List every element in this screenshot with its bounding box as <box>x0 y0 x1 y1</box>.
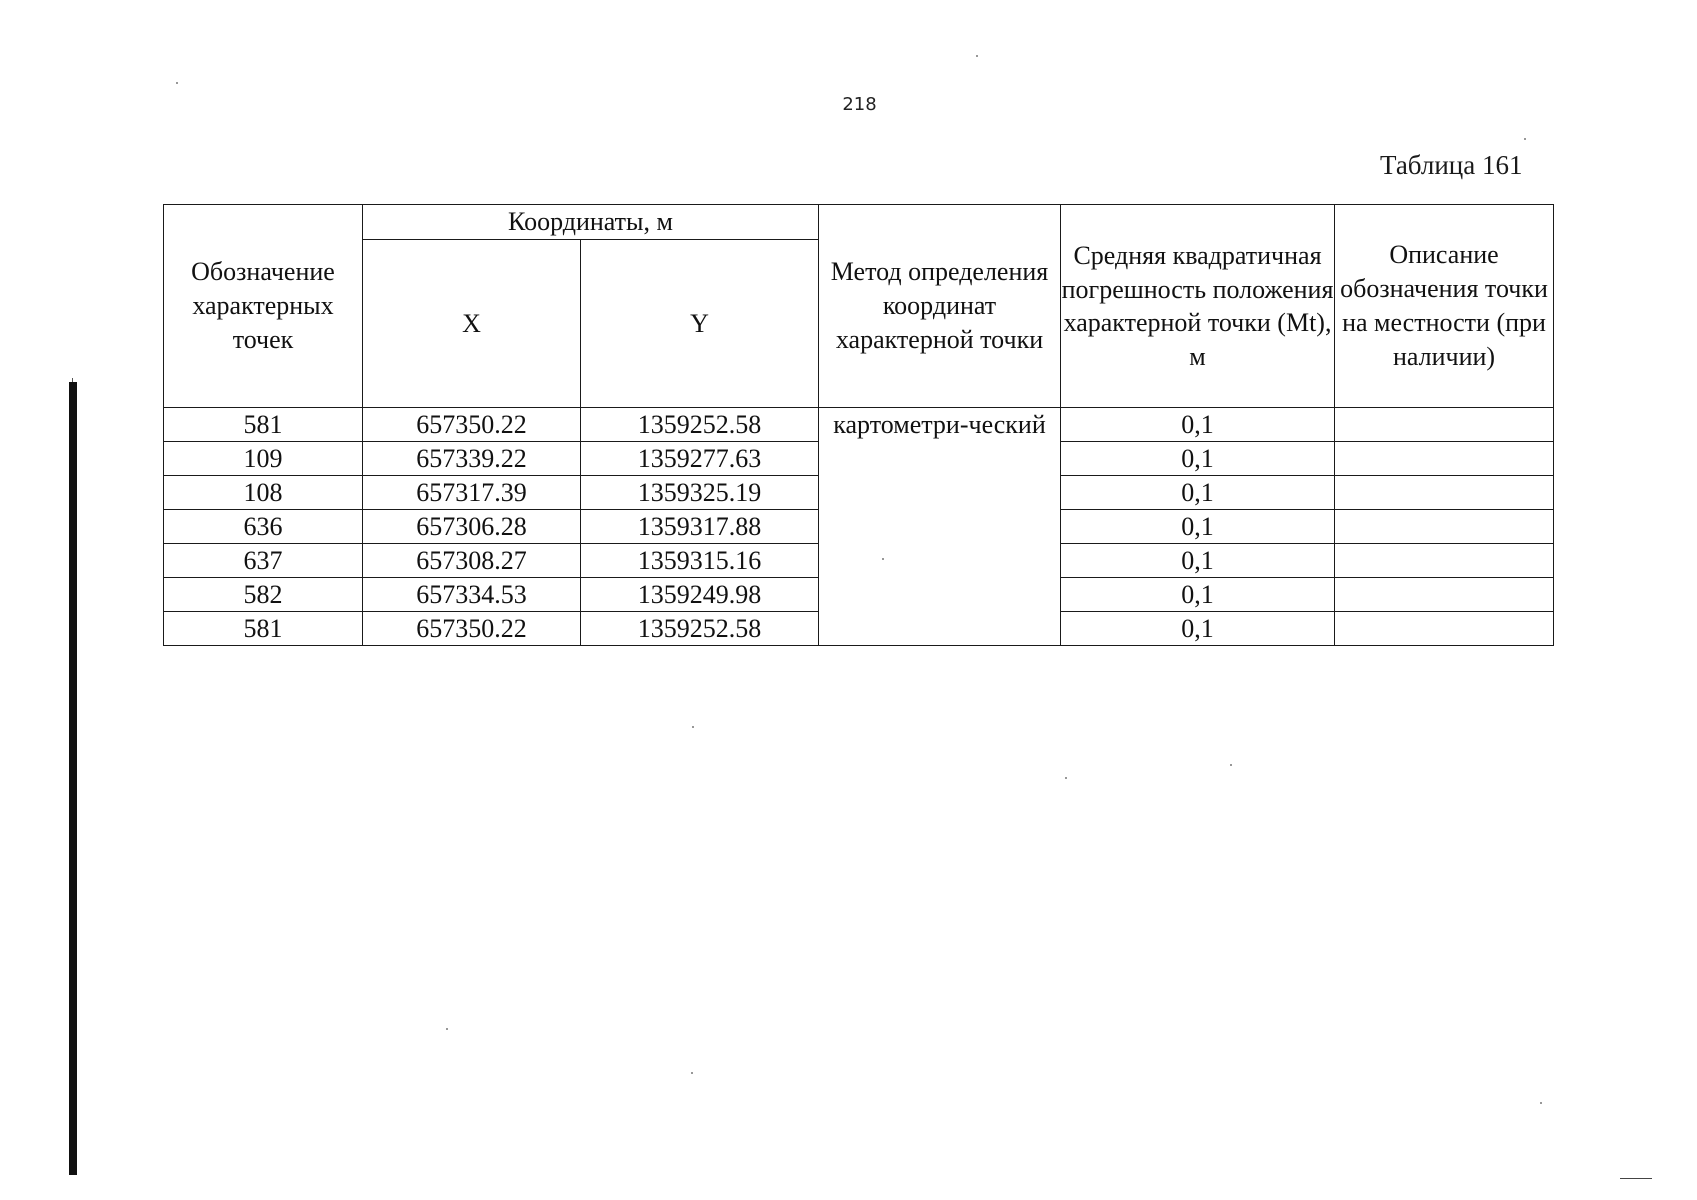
cell-y: 1359252.58 <box>581 612 819 646</box>
cell-error: 0,1 <box>1061 408 1335 442</box>
header-point-label: Обозначение характерных точек <box>164 205 363 408</box>
table-row <box>164 408 1554 442</box>
table-caption: Таблица 161 <box>1380 150 1523 180</box>
cell-error: 0,1 <box>1061 442 1335 476</box>
header-coordinates-group: Координаты, м <box>363 205 819 240</box>
cell-description <box>1335 578 1554 612</box>
cell-description <box>1335 476 1554 510</box>
cell-error: 0,1 <box>1061 476 1335 510</box>
header-x: X <box>363 240 581 408</box>
cell-error: 0,1 <box>1061 510 1335 544</box>
cell-description <box>1335 544 1554 578</box>
scan-speck <box>1540 1102 1542 1104</box>
cell-point: 581 <box>164 408 363 442</box>
cell-y: 1359317.88 <box>581 510 819 544</box>
cell-description <box>1335 612 1554 646</box>
cell-x: 657306.28 <box>363 510 581 544</box>
cell-x: 657350.22 <box>363 612 581 646</box>
cell-error: 0,1 <box>1061 544 1335 578</box>
header-method: Метод определения координат характерной точки <box>819 205 1061 408</box>
cell-point: 636 <box>164 510 363 544</box>
cell-x: 657317.39 <box>363 476 581 510</box>
cell-point: 582 <box>164 578 363 612</box>
cell-x: 657308.27 <box>363 544 581 578</box>
scan-speck <box>976 55 978 57</box>
scan-speck <box>692 726 694 728</box>
coordinates-table <box>163 204 1554 646</box>
cell-description <box>1335 442 1554 476</box>
cell-y: 1359277.63 <box>581 442 819 476</box>
cell-method: картометри-ческий <box>819 408 1061 646</box>
scan-binding-edge <box>69 382 77 1175</box>
scan-speck <box>1230 764 1232 766</box>
cell-point: 109 <box>164 442 363 476</box>
scan-speck <box>1524 138 1526 140</box>
scan-speck <box>1065 777 1067 779</box>
cell-y: 1359252.58 <box>581 408 819 442</box>
page-number: 218 <box>842 94 877 115</box>
cell-description <box>1335 408 1554 442</box>
cell-y: 1359249.98 <box>581 578 819 612</box>
header-y: Y <box>581 240 819 408</box>
cell-y: 1359325.19 <box>581 476 819 510</box>
cell-error: 0,1 <box>1061 578 1335 612</box>
cell-x: 657350.22 <box>363 408 581 442</box>
cell-error: 0,1 <box>1061 612 1335 646</box>
scan-corner-mark <box>1620 1178 1652 1179</box>
cell-point: 637 <box>164 544 363 578</box>
cell-x: 657334.53 <box>363 578 581 612</box>
scan-speck <box>691 1072 693 1074</box>
scan-speck <box>446 1028 448 1030</box>
cell-description <box>1335 510 1554 544</box>
header-error: Средняя квадратичная погрешность положения характерной точки (Mt), м <box>1061 205 1335 408</box>
cell-y: 1359315.16 <box>581 544 819 578</box>
cell-point: 581 <box>164 612 363 646</box>
cell-x: 657339.22 <box>363 442 581 476</box>
scan-speck <box>176 82 178 84</box>
cell-point: 108 <box>164 476 363 510</box>
header-description: Описание обозначения точки на местности (при наличии) <box>1335 205 1554 408</box>
